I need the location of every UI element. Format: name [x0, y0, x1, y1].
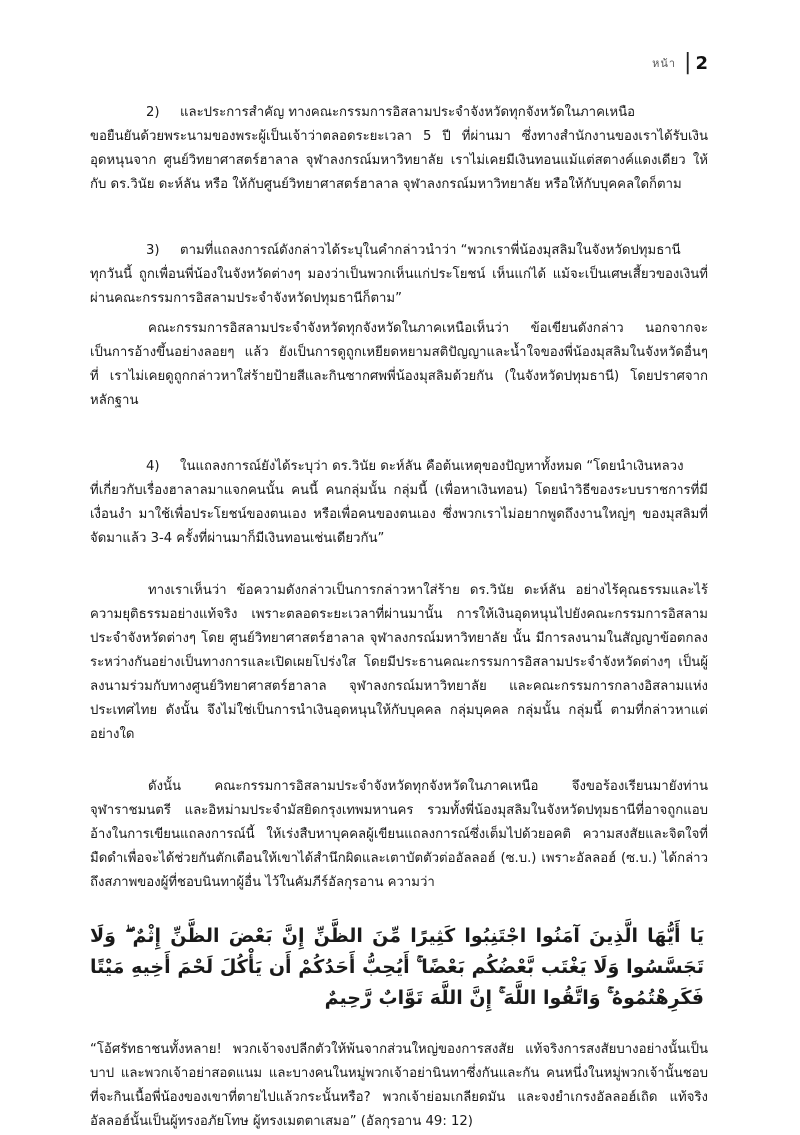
- item-2-text: ขอยืนยันด้วยพระนามของพระผู้เป็นเจ้าว่าตลอดระยะเวลา 5 ปี ที่ผ่านมา ซึ่งทางสำนักงานของเราได้รับเงินอุดหนุนจาก ศูนย์วิทยาศาสตร์ฮาลาล จุฬาลงกรณ์มหาวิทยาลัย เราไม่เคยมีเงินทอนแม้แต่สตางค์แดงเดียว ให้กับ ดร.วินัย ดะห์ลัน หรือ ให้กับศูนย์วิทยาศาสตร์ฮาลาล จุฬาลงกรณ์มหาวิทยาลัย หรือให้กับบุคคลใดก็ตาม: [90, 129, 708, 192]
- item-2-number: 2): [146, 105, 160, 120]
- item-2: [90, 101, 708, 197]
- item-4-text: ที่เกี่ยวกับเรื่องฮาลาลมาแจกคนนั้น คนนี้ คนกลุ่มนั้น กลุ่มนี้ (เพื่อหาเงินทอน) โดยนำวิธีของระบบราชการที่มีเงื่อนงำ มาใช้เพื่อประโยชน์ของตนเอง หรือเพื่อคนของตนเอง ซึ่งพวกเราไม่อยากพูดถึงงานใหญ่ๆ ของมุสลิมที่จัดมาแล้ว 3-4 ครั้งที่ผ่านมาก็มีเงินทอนเช่นเดียวกัน”: [90, 483, 708, 546]
- item-3-number: 3): [146, 243, 160, 258]
- quran-verse-arabic: يَا أَيُّهَا الَّذِينَ آمَنُوا اجْتَنِبُوا كَثِيرًا مِّنَ الظَّنِّ إِنَّ بَعْضَ الظَّنِّ إِثْمٌ ۖ وَلَا تَجَسَّسُوا وَلَا يَغْتَب بَّعْضُكُم بَعْضًا ۚ أَيُحِبُّ أَحَدُكُمْ أَن يَأْكُلَ لَحْمَ أَخِيهِ مَيْتًا فَكَرِهْتُمُوهُ ۚ وَاتَّقُوا اللَّهَ ۚ إِنَّ اللَّهَ تَوَّابٌ رَّحِيمٌ: [90, 925, 704, 1009]
- item-3-first-line: ตามที่แถลงการณ์ดังกล่าวได้ระบุในคำกล่าวนำว่า “พวกเราพี่น้องมุสลิมในจังหวัดปทุมธานี: [180, 243, 681, 258]
- page-number: 2: [695, 52, 708, 74]
- item-3-text: ทุกวันนี้ ถูกเพื่อนพี่น้องในจังหวัดต่างๆ มองว่าเป็นพวกเห็นแก่ประโยชน์ เห็นแก่ได้ แม้จะเป็นเศษเสี้ยวของเงินที่ผ่านคณะกรรมการอิสลามประจำจังหวัดปทุมธานีก็ตาม”: [90, 267, 708, 306]
- item-4-first-line: ในแถลงการณ์ยังได้ระบุว่า ดร.วินัย ดะห์ลัน คือต้นเหตุของปัญหาทั้งหมด “โดยนำเงินหลวง: [180, 459, 684, 474]
- item-3: [90, 239, 708, 413]
- document-body: [90, 95, 708, 1134]
- item-2-first-line: และประการสำคัญ ทางคณะกรรมการอิสลามประจำจังหวัดทุกจังหวัดในภาคเหนือ: [180, 105, 636, 120]
- item-3-followup: คณะกรรมการอิสลามประจำจังหวัดทุกจังหวัดในภาคเหนือเห็นว่า ข้อเขียนดังกล่าว นอกจากจะเป็นการอ้างขึ้นอย่างลอยๆ แล้ว ยังเป็นการดูถูกเหยียดหยามสติปัญญาและน้ำใจของพี่น้องมุสลิมในจังหวัดอื่นๆ ที่ เราไม่เคยดูถูกกล่าวหาใส่ร้ายป้ายสีและกินซากศพพี่น้องมุสลิมด้วยกัน (ในจังหวัดปทุมธานี) โดยปราศจากหลักฐาน: [90, 321, 708, 408]
- item-4: [90, 455, 708, 551]
- paragraph-accusation-response: ทางเราเห็นว่า ข้อความดังกล่าวเป็นการกล่าวหาใส่ร้าย ดร.วินัย ดะห์ลัน อย่างไร้คุณธรรมและไร้ความยุติธรรมอย่างแท้จริง เพราะตลอดระยะเวลาที่ผ่านมานั้น การให้เงินอุดหนุนไปยังคณะกรรมการอิสลามประจำจังหวัดต่างๆ โดย ศูนย์วิทยาศาสตร์ฮาลาล จุฬาลงกรณ์มหาวิทยาลัย นั้น มีการลงนามในสัญญาข้อตกลงระหว่างกันอย่างเป็นทางการและเปิดเผยโปร่งใส โดยมีประธานคณะกรรมการอิสลามประจำจังหวัดต่างๆ เป็นผู้ลงนามร่วมกับทางศูนย์วิทยาศาสตร์ฮาลาล จุฬาลงกรณ์มหาวิทยาลัย และคณะกรรมการกลางอิสลามแห่งประเทศไทย ดังนั้น จึงไม่ใช่เป็นการนำเงินอุดหนุนให้กับบุคคล กลุ่มบุคคล กลุ่มนั้น กลุ่มนี้ ตามที่กล่าวหาแต่อย่างใด: [90, 583, 708, 742]
- header-separator: |: [684, 50, 692, 75]
- page-header: [652, 52, 708, 74]
- item-4-number: 4): [146, 459, 160, 474]
- quran-verse-translation: “โอ้ศรัทธาชนทั้งหลาย! พวกเจ้าจงปลีกตัวให้พ้นจากส่วนใหญ่ของการสงสัย แท้จริงการสงสัยบางอย่างนั้นเป็นบาป และพวกเจ้าอย่าสอดแนม และบางคนในหมู่พวกเจ้าอย่านินทาซึ่งกันและกัน คนหนึ่งในหมู่พวกเจ้านั้นชอบที่จะกินเนื้อพี่น้องของเขาที่ตายไปแล้วกระนั้นหรือ? พวกเจ้าย่อมเกลียดมัน และจงยำเกรงอัลลอฮ์เถิด แท้จริง อัลลอฮ์นั้นเป็นผู้ทรงอภัยโทษ ผู้ทรงเมตตาเสมอ” (อัลกุรอาน 49: 12): [90, 1042, 708, 1129]
- paragraph-appeal: ดังนั้น คณะกรรมการอิสลามประจำจังหวัดทุกจังหวัดในภาคเหนือ จึงขอร้องเรียนมายังท่านจุฬาราชมนตรี และอิหม่ามประจำมัสยิดกรุงเทพมหานคร รวมทั้งพี่น้องมุสลิมในจังหวัดปทุมธานีที่อาจถูกแอบอ้างในการเขียนแถลงการณ์นี้ ให้เร่งสืบหาบุคคลผู้เขียนแถลงการณ์ซึ่งเต็มไปด้วยอคติ ความสงสัยและจิตใจที่มืดดำเพื่อจะได้ช่วยกันตักเตือนให้เขาได้สำนึกผิดและเตาบัตตัวต่ออัลลอฮ์ (ซ.บ.) เพราะอัลลอฮ์ (ซ.บ.) ได้กล่าวถึงสภาพของผู้ที่ชอบนินทาผู้อื่น ไว้ในคัมภีร์อัลกุรอาน ความว่า: [90, 779, 708, 890]
- page-label: หน้า: [652, 57, 677, 70]
